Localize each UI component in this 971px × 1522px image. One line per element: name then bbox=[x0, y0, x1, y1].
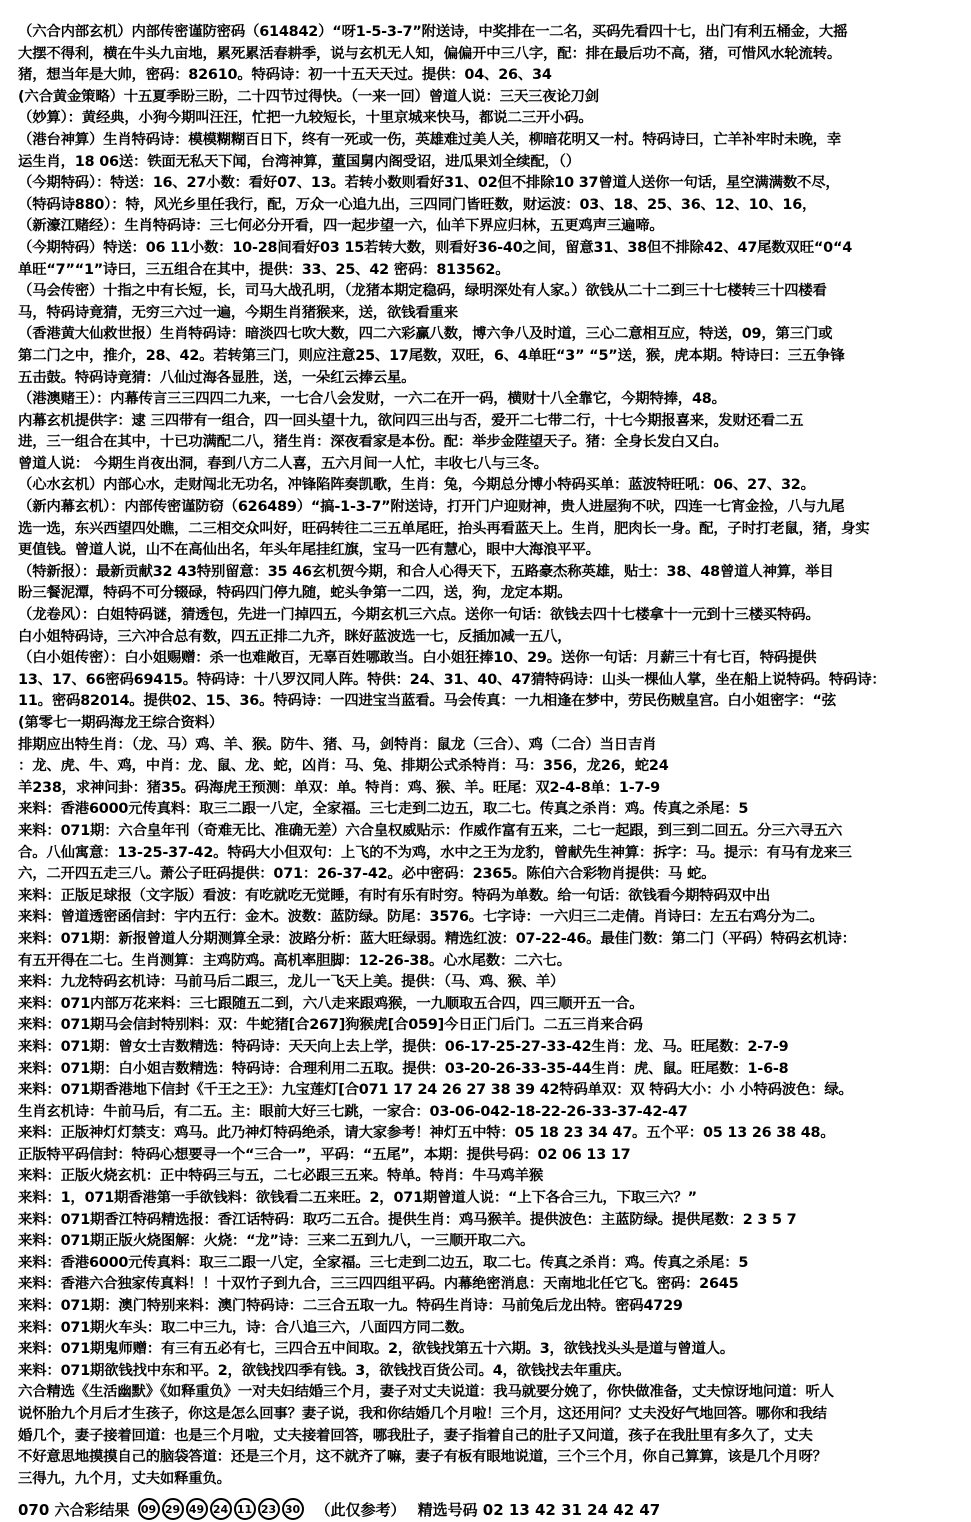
text-line: 大摆不得利，横在牛头九亩地，累死累活春耕季，说与玄机无人知，偏偏开中三八字，配：排在最后功不高，猪，可惜风水轮流转。 bbox=[18, 45, 842, 62]
text-line: 来料：071内部万花来料：三七跟随五二到，六八走来跟鸡猴，一九顺取五合四，四三顺开五一合。 bbox=[18, 995, 644, 1012]
result-ball-special: 30 bbox=[282, 1498, 304, 1520]
text-line: 11。密码82014。提供02、15、36。特码诗：一四进宝当蓝看。马会传真：一九相逢在梦中，劳民伤贼皇宫。白小姐密字：“弦 bbox=[18, 693, 836, 710]
text-line: 羊238，求神问卦：猪35。码海虎王预测：单双：单。特肖：鸡、猴、羊。旺尾：双2-4-8单：1-7-9 bbox=[18, 779, 660, 796]
text-line: （香港黄大仙救世报）生肖特码诗：暗淡四七吹大数，四二六彩赢八数，博六争八及时道，三心二意相互应，特送，09，第三门或 bbox=[18, 326, 833, 343]
text-line: （马会传密）十指之中有长短，长，司马大战孔明，（龙猪本期定稳码，绿明深处有人家。）欲钱从二十二到三十七楼转三十四楼看 bbox=[18, 283, 827, 300]
results-footer bbox=[18, 1496, 961, 1522]
text-line: （白小姐传密）：白小姐赐赠：杀一也难敞百，无辜百姓哪敢当。白小姐狂捧10、29。送你一句话：月薪三十有七百，特码提供 bbox=[18, 650, 817, 667]
text-line: （特新报）：最新贡献32 43特别留意：35 46玄机贺今期，和合人心得天下，五路豪杰称英雄，贴士：38、48曾道人神算，举目 bbox=[18, 563, 834, 580]
text-line: 生肖玄机诗：牛前马后，有二五。主：眼前大好三七跳，一家合：03-06-042-18-22-26-33-37-42-47 bbox=[18, 1103, 688, 1120]
text-line: 来料：071期：六合皇年刊（奇难无比、准确无差）六合皇权威贴示：作威作富有五来，二七一起跟，到三到二回五。分三六寻五六 bbox=[18, 822, 843, 839]
text-line: 来料：071期火车头：取二中三九，诗：合八追三六，八面四方同二数。 bbox=[18, 1319, 474, 1336]
text-line: 13、17、66密码69415。特码诗：十八罗汉同人阵。特供：24、31、40、47猜特码诗：山头一棵仙人掌，坐在船上说特码。特码诗： bbox=[18, 671, 886, 688]
text-line: 三得九，九个月，丈夫如释重负。 bbox=[18, 1470, 231, 1487]
selected-numbers: 精选号码 02 13 42 31 24 42 47 bbox=[417, 1500, 661, 1519]
text-line: 来料：香港6000元传真料：取三二跟一八定，全家福。三七走到二边五，取二七。传真之杀肖：鸡。传真之杀尾：5 bbox=[18, 1254, 749, 1271]
text-line: 来料：071期香港地下信封《千王之王》：九宝莲灯[合071 17 24 26 27 38 39 42特码单双：双 特码大小：小 小特码波色：绿。 bbox=[18, 1082, 853, 1099]
text-line: 不好意思地摸摸自己的脑袋答道：还是三个月，这不就齐了嘛，妻子有板有眼地说道，三个三个月，你自己算算，该是几个月呀？ bbox=[18, 1449, 827, 1466]
text-line: 曾道人说： 今期生肖夜出洞，春到八方二人喜，五六月间一人忙，丰收七八与三冬。 bbox=[18, 455, 548, 472]
text-line: （港台神算）生肖特码诗：模模糊糊百日下，终有一死或一伤，英雄难过美人关，柳暗花明又一村。特码诗曰，亡羊补牢时未晚，幸 bbox=[18, 131, 842, 148]
text-line: 运生肖，18 06送：铁面无私天下闻，台湾神算，董国舅内阁受诏，进瓜果刘全续配，（） bbox=[18, 153, 580, 170]
text-line: (六合黄金策略）十五夏季盼三盼，二十四节过得快。（一来一回）曾道人说：三天三夜论刀剑 bbox=[18, 88, 599, 105]
result-ball: 49 bbox=[186, 1498, 208, 1520]
text-line: (第零七一期码海龙王综合资料） bbox=[18, 715, 224, 731]
text-line: （心水玄机）内部心水，走财闯北无功名，冲锋陷阵奏凯歌，生肖：兔，今期总分博小特码买单：蓝波特旺吼：06、27、32。 bbox=[18, 477, 815, 494]
text-line: （妙算）：黄经典，小狗今期叫汪汪，忙把一九较短长，十里京城来快马，都说二三开小码。 bbox=[18, 110, 593, 127]
text-line: 来料：正版神灯灯禁支：鸡马。此乃神灯特码绝杀，请大家参考！神灯五中特：05 18 23 34 47。五个平：05 13 26 38 48。 bbox=[18, 1125, 835, 1142]
text-line: 第二门之中，推介，28、42。若转第三门，则应注意25、17尾数，双旺，6、4单旺“3” “5”送，猴，虎本期。特诗曰：三五争锋 bbox=[18, 347, 845, 364]
text-line: 有五开得在二七。生肖测算：主鸡防鸡。高机率胆脚：12-26-38。心水尾数：二六七。 bbox=[18, 952, 571, 969]
text-line: 五击鼓。特码诗竟猜：八仙过海各显胜，送，一朵红云捧云星。 bbox=[18, 369, 416, 386]
text-line: 选一选，东兴西望四处瞧，二三相交众叫好，旺码转往二三五单尾旺，抬头再看蓝天上。生肖，肥肉长一身。配，子时打老鼠，猪，身实 bbox=[18, 520, 870, 537]
text-line: （新濠江赌经）：生肖特码诗：三七何必分开看，四一起步望一六，仙羊下界应归林，五更鸡声三遍啼。 bbox=[18, 218, 664, 235]
text-line: 马，特码诗竟猜，无穷三六过一遍，今期生肖猪猴来，送，欲钱看重来 bbox=[18, 304, 458, 321]
text-line: 白小姐特码诗，三六冲合总有数，四五正排二九齐，眯好蓝波选一七，反插加减一五八， bbox=[18, 628, 572, 645]
text-line: （今期特码）特送：06 11小数：10-28间看好03 15若转大数，则看好36-40之间，留意31、38但不排除42、47尾数双旺“0“4 bbox=[18, 239, 853, 256]
reference-note: （此仅参考） bbox=[315, 1500, 406, 1519]
text-line: （港澳赌王）：内幕传言三三四四二九来，一七合八会发财，一六二在开一码，横财十八全靠它，今期特捧，48。 bbox=[18, 391, 726, 408]
text-line: 来料：071期：新报曾道人分期测算全录：波路分析：蓝大旺绿弱。精选红波：07-22-46。最佳门数：第二门（平码）特码玄机诗： bbox=[18, 930, 856, 947]
text-line: （今期特码）：特送：16、27小数：看好07、13。若转小数则看好31、02但不排除10 37曾道人送你一句话，星空满满数不尽， bbox=[18, 175, 840, 192]
text-line: 婚几个，妻子接着回道：也是三个月啦，丈夫接着回答，哪我肚子，妻子指着自己的肚子又问道，孩子在我肚里有多久了，丈夫 bbox=[18, 1427, 813, 1444]
result-ball: 24 bbox=[210, 1498, 232, 1520]
text-line: 合。八仙寓意：13-25-37-42。特码大小但双句：上飞的不为鸡，水中之王为龙豹，曾献先生神算：拆字：马。提示：有马有龙来三 bbox=[18, 844, 852, 861]
text-line: 来料：071期：曾女士吉数精选：特码诗：天天向上去上学，提供：06-17-25-27-33-42生肖：龙、马。旺尾数：2-7-9 bbox=[18, 1038, 789, 1055]
text-line: 内幕玄机提供字：逮 三四带有一组合，四一回头望十九，欲问四三出与否，爱开二七带二行，十七今期报喜来，发财还看二五 bbox=[18, 412, 804, 429]
text-line: 来料：071期：澳门特别来料：澳门特码诗：二三合五取一九。特码生肖诗：马前兔后龙出特。密码4729 bbox=[18, 1298, 683, 1315]
result-ball: 11 bbox=[234, 1498, 256, 1520]
text-line: 来料：正版火烧玄机：正中特码三与五，二七必跟三五来。特单。特肖：牛马鸡羊猴 bbox=[18, 1168, 544, 1185]
text-body bbox=[18, 22, 961, 1490]
text-line: 单旺“7”“1”诗曰，三五组合在其中，提供：33、25、42 密码：813562。 bbox=[18, 261, 510, 278]
text-line: 说怀胎九个月后才生孩子，你这是怎么回事？妻子说，我和你结婚几个月啦！三个月，这还用问？丈夫没好气地回答。哪你和我结 bbox=[18, 1406, 827, 1422]
text-line: 更值钱。曾道人说，山不在高仙出名，年头年尾挂红旗，宝马一匹有慧心，眼中大海浪平平。 bbox=[18, 542, 600, 559]
text-line: 来料：071期欲钱找中东和平。2，欲钱找四季有钱。3，欲钱找百货公司。4，欲钱找去年重庆。 bbox=[18, 1362, 631, 1379]
text-line: 排期应出特生肖：（龙、马）鸡、羊、猴。防牛、猪、马，剑特肖：鼠龙（三合）、鸡（二合）当日吉肖 bbox=[18, 736, 657, 753]
text-line: 来料：071期马会信封特别料：双：牛蛇猪[合267]狗猴虎[合059]今日正门后门。二五三肖来合码 bbox=[18, 1017, 643, 1034]
text-line: （特码诗880）：特，风光乡里任我行，配，万众一心追九出，三四同门皆旺数，财运波：03、18、25、36、12、10、16， bbox=[18, 196, 817, 213]
text-line: 来料：香港六合独家传真料！！十双竹子到九合，三三四四组平码。内幕绝密消息：天南地北任它飞。密码：2645 bbox=[18, 1276, 739, 1293]
text-line: 来料：1，071期香港第一手欲钱料：欲钱看二五来旺。2，071期曾道人说：“上下各合三九，下取三六？” bbox=[18, 1190, 697, 1207]
text-line: （新内幕玄机）：内部传密谨防窃（626489）“搞-1-3-7”附送诗，打开门户迎财神，贵人进屋狗不吠，四连一七宵金捡，八与九尾 bbox=[18, 499, 845, 516]
text-line: 六，二开四五走三八。萧公子旺码提供：071：26-37-42。必中密码：2365。陈伯六合彩物肖提供：马 蛇。 bbox=[18, 866, 716, 883]
text-line: ：龙、虎、牛、鸡，中肖：龙、鼠、龙、蛇，凶肖：马、兔、排期公式杀特肖：马：356，龙26，蛇24 bbox=[18, 758, 669, 775]
text-line: 来料：香港6000元传真料：取三二跟一八定，全家福。三七走到二边五，取二七。传真之杀肖：鸡。传真之杀尾：5 bbox=[18, 801, 749, 818]
text-line: 正版特平码信封：特码心想要寻一个“三合一”，平码：“五尾”，本期：提供号码：02 06 13 17 bbox=[18, 1146, 631, 1163]
text-line: 来料：九龙特码玄机诗：马前马后二跟三，龙儿一飞天上美。提供：（马、鸡、猴、羊） bbox=[18, 974, 565, 991]
text-line: 来料：正版足球报（文字版）看波：有吃就吃无觉睡，有时有乐有时穷。特码为单数。给一句话：欲钱看今期特码双中出 bbox=[18, 887, 771, 904]
text-line: 来料：曾道透密函信封：宇内五行：金木。波数：蓝防绿。防尾：3576。七字诗：一六归三二走倩。肖诗曰：左五右鸡分为二。 bbox=[18, 909, 824, 926]
text-line: （六合内部玄机）内部传密谨防密码（614842）“呀1-5-3-7”附送诗，中奖排在一二名，买码先看四十七，出门有利五桶金，大摇 bbox=[18, 24, 848, 40]
text-line: 进，三一组合在其中，十已功满配二八，猪生肖：深夜看家是本份。配：举步金陛望天子。猪：全身长发白又白。 bbox=[18, 434, 728, 451]
results-label: 070 六合彩结果 bbox=[18, 1500, 130, 1519]
result-ball: 09 bbox=[138, 1498, 160, 1520]
text-line: 来料：071期鬼师赠：有三有五必有七，三四合五中间取。2，欲钱找第五十六期。3，欲钱找头头是道与曾道人。 bbox=[18, 1341, 735, 1358]
text-line: 来料：071期香江特码精选报：香江话特码：取巧二五合。提供生肖：鸡马猴羊。提供波色：主蓝防绿。提供尾数：2 3 5 7 bbox=[18, 1211, 797, 1228]
text-line: （龙卷风）：白姐特码谜，猜透包，先进一门掉四五，今期玄机三六点。送你一句话：欲钱去四十七楼拿十一元到十三楼买特码。 bbox=[18, 607, 820, 624]
text-line: 六合精选《生活幽默》《如释重负》一对夫妇结婚三个月，妻子对丈夫说道：我马就要分娩了，你快做准备，丈夫惊讶地问道：听人 bbox=[18, 1384, 834, 1401]
result-ball: 23 bbox=[258, 1498, 280, 1520]
result-ball: 29 bbox=[162, 1498, 184, 1520]
text-line: 猪，想当年是大帅，密码：82610。特码诗：初一十五天天过。提供：04、26、34 bbox=[18, 67, 552, 84]
text-line: 盼三餐泥潭，特码不可分辍碌，特码四门停九随，蛇头争第一二四，送，狗，龙定本期。 bbox=[18, 585, 572, 602]
text-line: 来料：071期正版火烧图解：火烧：“龙”诗：三来二五到九八，一三顺开取二六。 bbox=[18, 1233, 535, 1250]
text-line: 来料：071期：白小姐吉数精选：特码诗：合理利用二五取。提供：03-20-26-33-35-44生肖：虎、鼠。旺尾数：1-6-8 bbox=[18, 1060, 789, 1077]
